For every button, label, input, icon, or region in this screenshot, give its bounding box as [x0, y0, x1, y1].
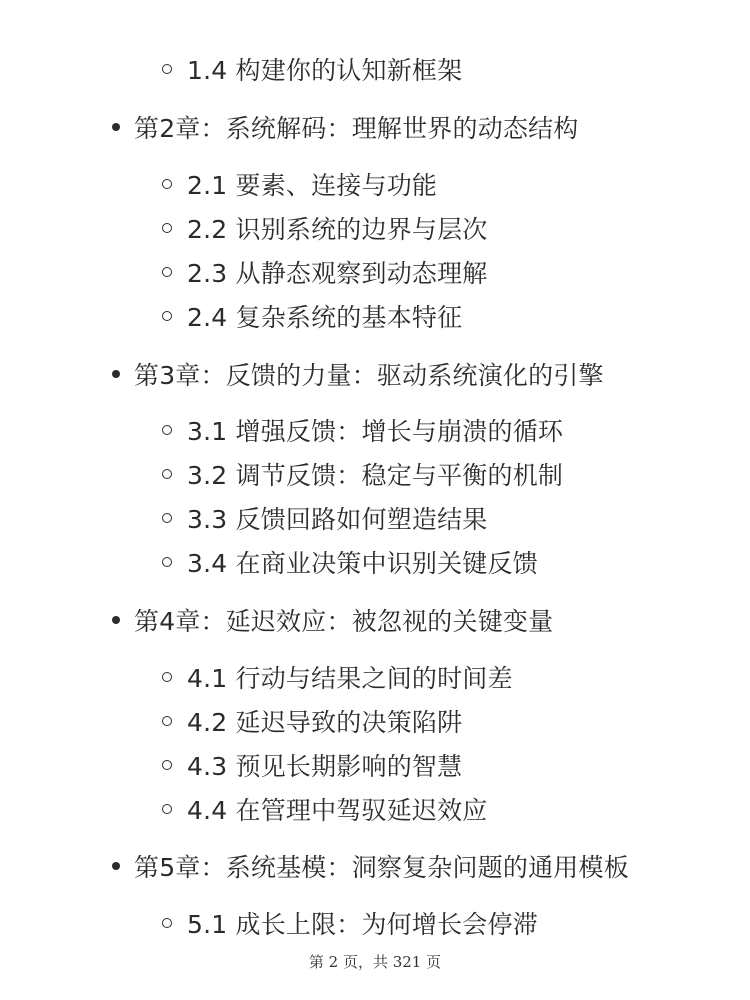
toc-chapter-text: 第3章：反馈的力量：驱动系统演化的引擎 [134, 361, 604, 390]
hollow-bullet-icon [162, 716, 172, 726]
hollow-bullet-icon [162, 672, 172, 682]
toc-subitem [162, 702, 462, 742]
toc-subitem-text: 1.4 构建你的认知新框架 [187, 56, 463, 85]
toc-subitem-text: 3.1 增强反馈：增长与崩溃的循环 [187, 417, 564, 446]
toc-subitem-text: 2.2 识别系统的边界与层次 [187, 215, 488, 244]
toc-subitem [162, 543, 538, 583]
page-footer: 第 2 页，共 321 页 [308, 953, 442, 971]
toc-chapter [112, 601, 553, 641]
toc-subitem [162, 253, 488, 293]
filled-bullet-icon [112, 862, 120, 870]
toc-subitem-text: 5.1 成长上限：为何增长会停滞 [187, 910, 538, 939]
toc-subitem [162, 658, 513, 698]
filled-bullet-icon [112, 123, 120, 131]
toc-subitem [162, 499, 488, 539]
hollow-bullet-icon [162, 223, 172, 233]
hollow-bullet-icon [162, 469, 172, 479]
hollow-bullet-icon [162, 179, 172, 189]
hollow-bullet-icon [162, 557, 172, 567]
hollow-bullet-icon [162, 425, 172, 435]
toc-subitem [162, 50, 462, 90]
toc-subitem-text: 3.2 调节反馈：稳定与平衡的机制 [187, 461, 564, 490]
hollow-bullet-icon [162, 760, 172, 770]
filled-bullet-icon [112, 616, 120, 624]
hollow-bullet-icon [162, 804, 172, 814]
toc-subitem [162, 411, 563, 451]
hollow-bullet-icon [162, 918, 172, 928]
toc-chapter [112, 847, 629, 887]
toc-chapter-text: 第2章：系统解码：理解世界的动态结构 [134, 114, 579, 143]
hollow-bullet-icon [162, 513, 172, 523]
toc-chapter-text: 第4章：延迟效应：被忽视的关键变量 [134, 607, 554, 636]
toc-subitem [162, 209, 488, 249]
hollow-bullet-icon [162, 311, 172, 321]
toc-subitem [162, 790, 488, 830]
toc-subitem-text: 4.1 行动与结果之间的时间差 [187, 664, 513, 693]
toc-subitem-text: 2.1 要素、连接与功能 [187, 171, 438, 200]
filled-bullet-icon [112, 370, 120, 378]
toc-subitem-text: 2.3 从静态观察到动态理解 [187, 259, 488, 288]
toc-subitem [162, 165, 437, 205]
toc-subitem [162, 904, 538, 944]
toc-subitem-text: 2.4 复杂系统的基本特征 [187, 303, 463, 332]
toc-subitem-text: 4.3 预见长期影响的智慧 [187, 752, 463, 781]
toc-subitem [162, 297, 462, 337]
toc-subitem-text: 3.3 反馈回路如何塑造结果 [187, 505, 488, 534]
hollow-bullet-icon [162, 64, 172, 74]
hollow-bullet-icon [162, 267, 172, 277]
toc-chapter [112, 355, 604, 395]
toc-subitem-text: 4.2 延迟导致的决策陷阱 [187, 708, 463, 737]
toc-chapter [112, 108, 579, 148]
toc-subitem [162, 746, 462, 786]
toc-chapter-text: 第5章：系统基模：洞察复杂问题的通用模板 [134, 853, 629, 882]
toc-subitem-text: 3.4 在商业决策中识别关键反馈 [187, 549, 538, 578]
toc-subitem [162, 455, 563, 495]
toc-subitem-text: 4.4 在管理中驾驭延迟效应 [187, 796, 488, 825]
